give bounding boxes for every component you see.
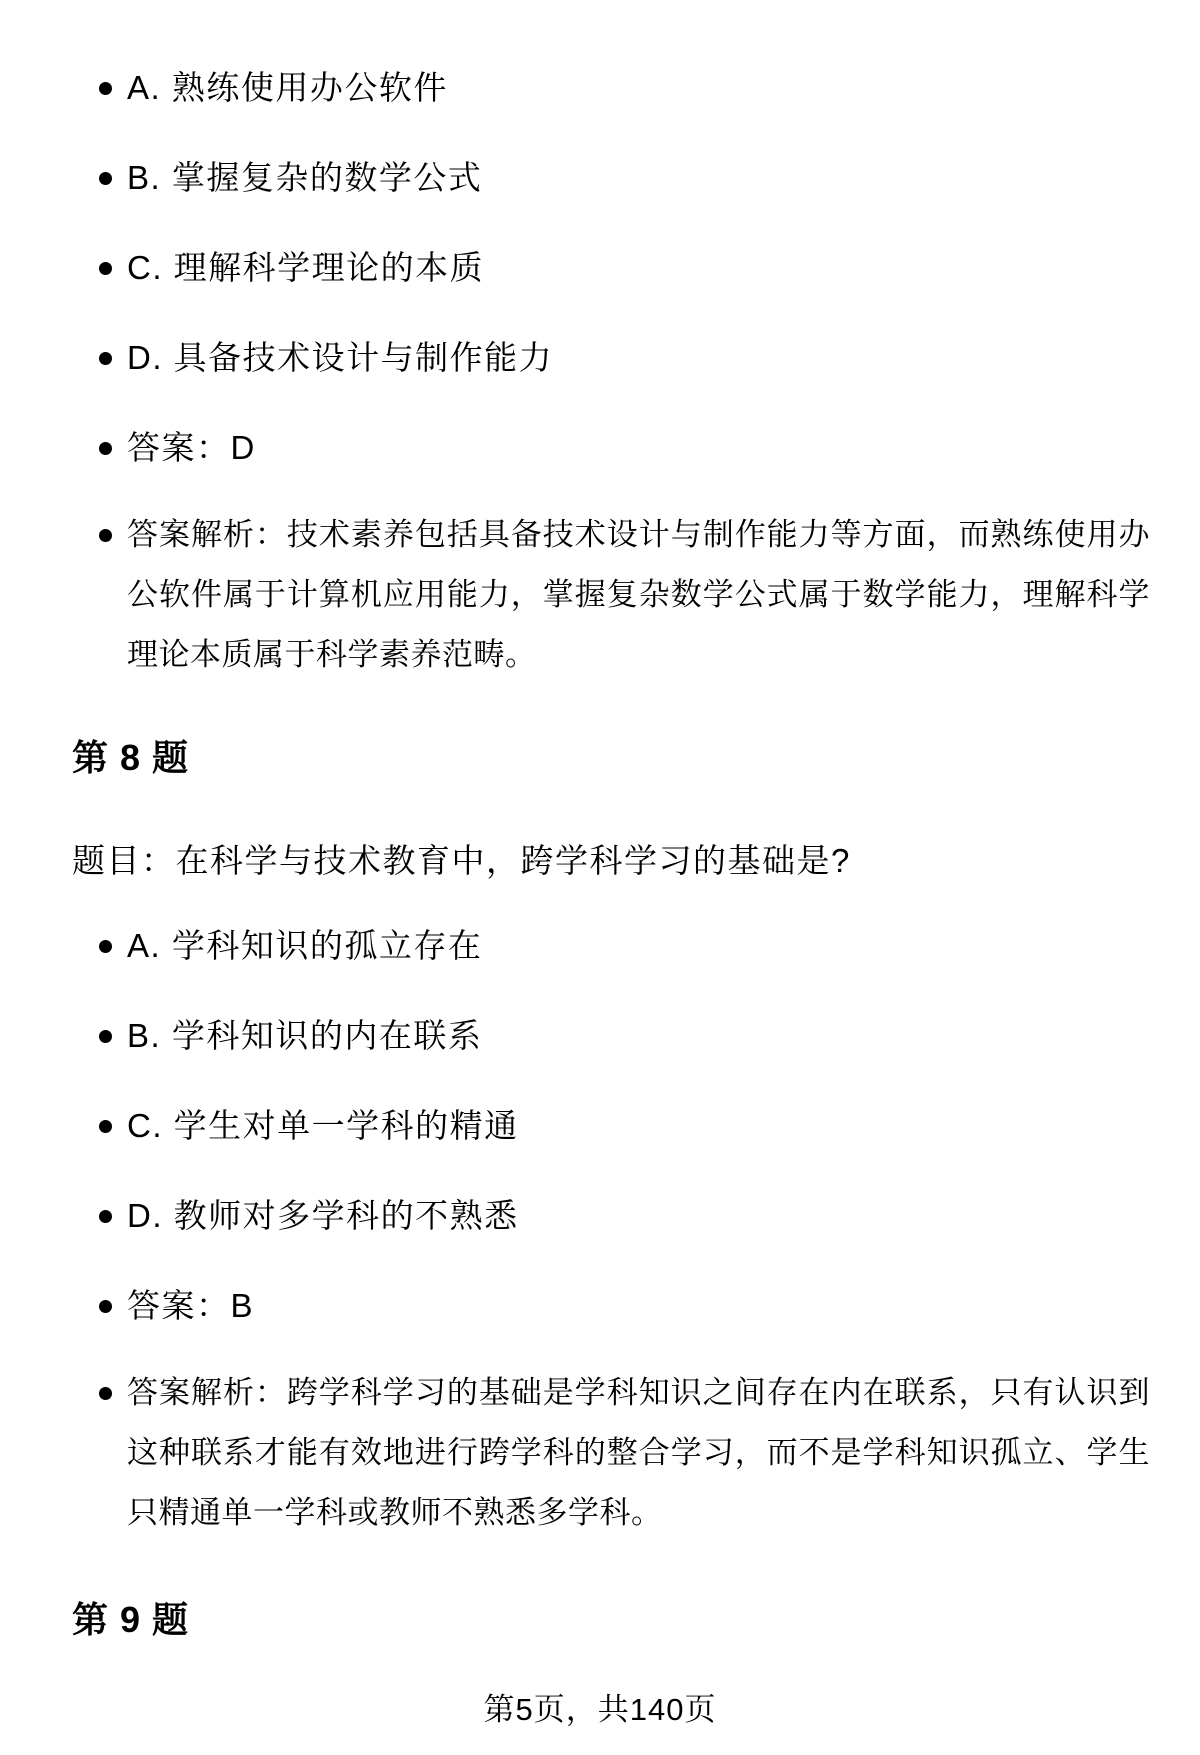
explanation-text: 答案解析：技术素养包括具备技术设计与制作能力等方面，而熟练使用办公软件属于计算机应用能力，掌握复杂数学公式属于数学能力，理解科学理论本质属于科学素养范畴。 xyxy=(127,517,1150,672)
option-item xyxy=(72,55,1150,121)
option-item xyxy=(72,325,1150,391)
option-label: C. 理解科学理论的本质 xyxy=(127,249,485,286)
bullet-icon xyxy=(99,1210,112,1223)
answer-item xyxy=(72,415,1150,481)
option-label: C. 学生对单一学科的精通 xyxy=(127,1107,519,1144)
bullet-icon xyxy=(99,529,112,542)
option-label: D. 具备技术设计与制作能力 xyxy=(127,339,554,376)
explanation-item xyxy=(72,1363,1150,1543)
option-label: B. 掌握复杂的数学公式 xyxy=(127,159,483,196)
option-label: A. 熟练使用办公软件 xyxy=(127,69,448,106)
answer-text: 答案：B xyxy=(127,1287,255,1324)
bullet-icon xyxy=(99,262,112,275)
page-footer: 第5页，共140页 xyxy=(483,1692,717,1727)
explanation-item xyxy=(72,505,1150,685)
bullet-icon xyxy=(99,352,112,365)
question-8-options-list xyxy=(72,913,1150,1543)
option-label: B. 学科知识的内在联系 xyxy=(127,1017,483,1054)
option-label: D. 教师对多学科的不熟悉 xyxy=(127,1197,519,1234)
question-8-heading: 第 8 题 xyxy=(72,737,190,778)
option-item xyxy=(72,1003,1150,1069)
bullet-icon xyxy=(99,82,112,95)
bullet-icon xyxy=(99,1030,112,1043)
option-item xyxy=(72,1183,1150,1249)
question-9-heading: 第 9 题 xyxy=(72,1599,190,1640)
bullet-icon xyxy=(99,1387,112,1400)
option-item xyxy=(72,1093,1150,1159)
question-8-text: 题目：在科学与技术教育中，跨学科学习的基础是? xyxy=(72,842,851,879)
answer-text: 答案：D xyxy=(127,429,256,466)
question-7-options-list xyxy=(72,55,1150,685)
bullet-icon xyxy=(99,1300,112,1313)
bullet-icon xyxy=(99,172,112,185)
bullet-icon xyxy=(99,442,112,455)
option-item xyxy=(72,145,1150,211)
explanation-text: 答案解析：跨学科学习的基础是学科知识之间存在内在联系，只有认识到这种联系才能有效地进行跨学科的整合学习，而不是学科知识孤立、学生只精通单一学科或教师不熟悉多学科。 xyxy=(127,1375,1150,1530)
option-item xyxy=(72,235,1150,301)
option-item xyxy=(72,913,1150,979)
bullet-icon xyxy=(99,1120,112,1133)
option-label: A. 学科知识的孤立存在 xyxy=(127,927,483,964)
bullet-icon xyxy=(99,940,112,953)
answer-item xyxy=(72,1273,1150,1339)
